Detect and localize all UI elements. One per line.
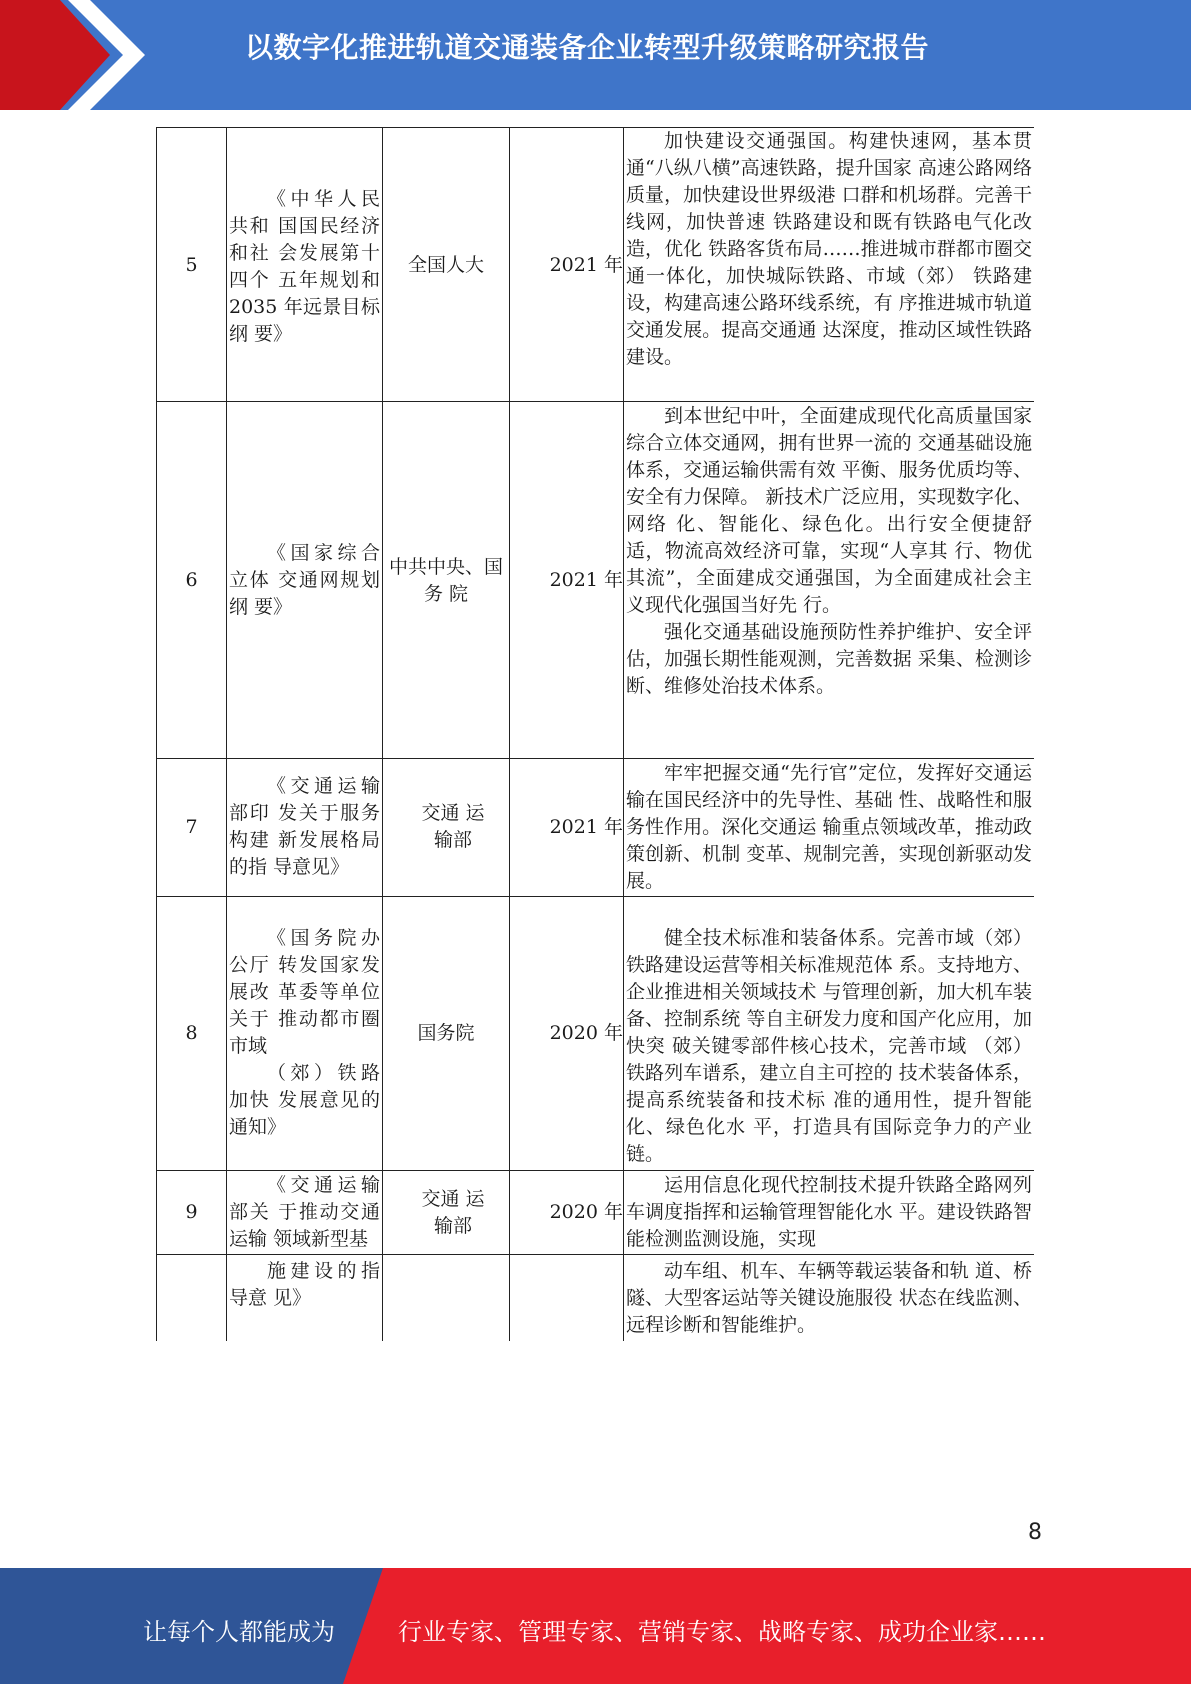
footer-slogan-left: 让每个人都能成为 [143,1618,335,1646]
footer-slogan-right: 行业专家、管理专家、营销专家、战略专家、成功企业家…… [398,1618,1046,1646]
document-title: 以数字化推进轨道交通装备企业转型升级策略研究报告 [245,31,930,64]
row-number: 9 [185,1201,198,1223]
page-number: 8 [1028,1520,1042,1545]
row-number: 6 [185,569,198,591]
row-number: 5 [185,254,198,276]
year: 2020 年 [549,1022,623,1044]
policy-name: 施建设的指导意 见》 [229,1260,380,1309]
page-footer [0,1568,1191,1684]
issuer: 全国人大 [407,254,484,276]
row-number: 8 [185,1022,198,1044]
policy-name: 《交通运输部印 发关于服务构建 新发展格局的指 导意见》 [229,775,380,878]
policy-content: 健全技术标准和装备体系。完善市域（郊）铁路建设运营等相关标准规范体 系。支持地方、企业推进相关领域技术 与管理创新，加大机车装备、控制系统 等自主研发力度和国产化应用，加快突 破关键零部件核心技术，完善市域 （郊）铁路列车谱系，建立自主可控的 技术装备体系，提高系统装备和技术标 准的通用性，提升智能化、绿色化水 平，打造具有国际竞争力的产业链。 [626,927,1032,1165]
policy-content: 到本世纪中叶，全面建成现代化高质量国家综合立体交通网，拥有世界一流的 交通基础设施体系，交通运输供需有效 平衡、服务优质均等、安全有力保障。 新技术广泛应用，实现数字化、网络 化、智能化、绿色化。出行安全便捷舒 适，物流高效经济可靠，实现“人享其 行、物优其流”，全面建成交通强国，为全面建成社会主义现代化强国当好先 行。 强化交通基础设施预防性养护维护、安全评估，加强长期性能观测，完善数据 采集、检测诊断、维修处治技术体系。 [626,405,1032,697]
policy-content: 运用信息化现代控制技术提升铁路全路网列车调度指挥和运输管理智能化水 平。建设铁路智能检测监测设施，实现 [626,1174,1032,1250]
row-number: 7 [185,816,198,838]
policy-name: 《中华人民共和 国国民经济和社 会发展第十四个 五年规划和 2035 年远景目标纲 要》 [229,188,380,345]
policy-name: 《国务院办公厅 转发国家发展改 革委等单位关于 推动都市圈市域 （郊）铁路加快 发展意见的通知》 [229,927,380,1138]
issuer: 国务院 [417,1022,475,1044]
year: 2020 年 [549,1201,623,1223]
policy-name: 《交通运输部关 于推动交通运输 领域新型基 [229,1174,380,1250]
year: 2021 年 [549,816,623,838]
year: 2021 年 [549,254,623,276]
issuer: 中共中央、国务 院 [388,556,503,605]
year: 2021 年 [549,569,623,591]
issuer: 交通 运输部 [421,1188,485,1237]
policy-content: 牢牢把握交通“先行官”定位，发挥好交通运输在国民经济中的先导性、基础 性、战略性和服务性作用。深化交通运 输重点领域改革，推动政策创新、机制 变革、规制完善，实现创新驱动发展。 [626,762,1032,892]
policy-name: 《国家综合立体 交通网规划纲 要》 [229,542,380,618]
policy-content: 加快建设交通强国。构建快速网，基本贯通“八纵八横”高速铁路，提升国家 高速公路网络质量，加快建设世界级港 口群和机场群。完善干线网，加快普速 铁路建设和既有铁路电气化改造，优化 铁路客货布局……推进城市群都市圈交 通一体化，加快城际铁路、市域（郊） 铁路建设，构建高速公路环线系统，有 序推进城市轨道交通发展。提高交通通 达深度，推动区域性铁路建设。 [626,130,1032,368]
policy-content: 动车组、机车、车辆等载运装备和轨 道、桥隧、大型客运站等关键设施服役 状态在线监测、远程诊断和智能维护。 [626,1260,1032,1336]
issuer: 交通 运输部 [421,802,485,851]
